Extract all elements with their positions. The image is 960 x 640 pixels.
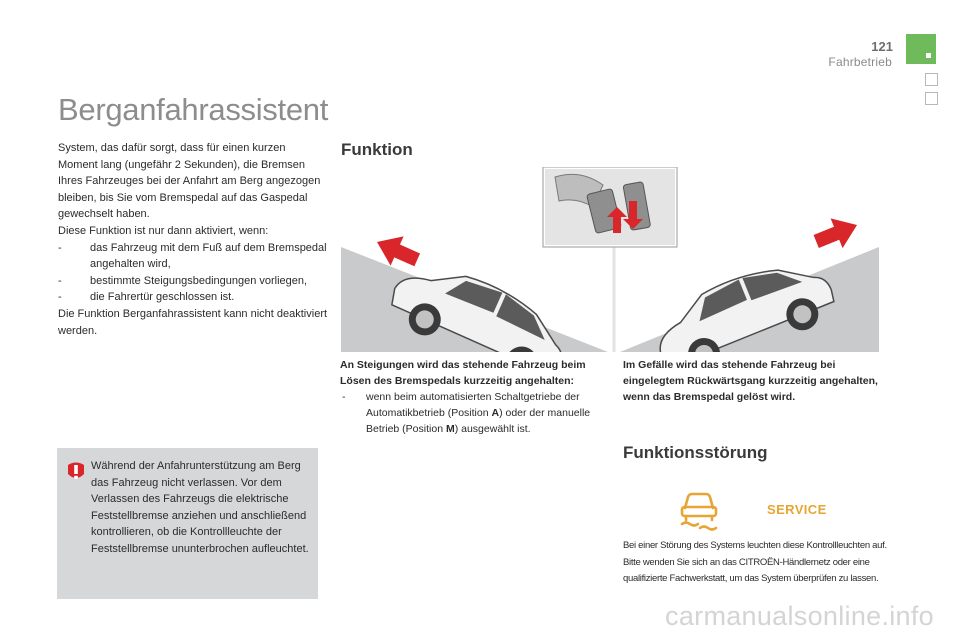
list-dash: -: [342, 391, 346, 403]
caption-item-mid: ) oder der manuelle Betrieb (Position: [366, 407, 591, 435]
uphill-caption-lead: An Steigungen wird das stehende Fahrzeug beim Lösen des Bremspedals kurzzeitig angehalten:: [340, 359, 586, 387]
chapter-tab-marker-icon: [926, 53, 931, 58]
list-item: [58, 273, 328, 290]
intro-text: [58, 140, 328, 339]
pedal-inset: [543, 167, 677, 247]
list-item-text: bestimmte Steigungsbedingungen vorliegen,: [90, 274, 308, 287]
caption-item-pre: wenn beim automatisierten Schaltgetriebe der Automatikbetrieb (Position: [366, 391, 580, 419]
position-m: M: [445, 423, 455, 435]
intro-condition-lead: Diese Funktion ist nur dann aktiviert, wenn:: [58, 224, 269, 237]
caption-item-post: ) ausgewählt ist.: [454, 423, 531, 435]
page-number: 121: [871, 39, 893, 54]
uphill-caption: [340, 357, 610, 437]
page-title: Berganfahrassistent: [58, 92, 329, 127]
section-label: Fahrbetrieb: [828, 55, 892, 69]
downhill-caption: Im Gefälle wird das stehende Fahrzeug bei eingelegtem Rückwärtsgang kurzzeitig angehalten, wenn das Bremspedal gelöst wird.: [623, 359, 878, 403]
forward-arrow-icon: [810, 210, 863, 256]
list-item: [340, 389, 610, 437]
stoerung-heading: Funktionsstörung: [623, 443, 768, 462]
position-a: A: [491, 407, 500, 419]
service-warning-label: SERVICE: [767, 502, 827, 517]
chapter-tab[interactable]: [906, 34, 936, 64]
chapter-box-icon[interactable]: [925, 73, 938, 86]
esp-warning-lamp-icon: [682, 494, 716, 530]
watermark: carmanualsonline.info: [665, 601, 934, 631]
warning-note-text: Während der Anfahrunterstützung am Berg das Fahrzeug nicht verlassen. Vor dem Verlassen des Fahrzeugs die elektrische Feststellbremse anziehen und anschließend kontrollieren, ob die Kontrollleuchte der Feststellbremse ununterbrochen aufleuchtet.: [91, 460, 309, 555]
list-item-text: das Fahrzeug mit dem Fuß auf dem Bremspedal angehalten wird,: [90, 241, 327, 271]
list-dash: -: [58, 291, 62, 304]
exclamation-warning-icon: [65, 461, 87, 483]
list-item-text: die Fahrertür geschlossen ist.: [90, 291, 235, 304]
intro-note: Die Funktion Berganfahrassistent kann nicht deaktiviert werden.: [58, 307, 328, 337]
list-dash: -: [58, 241, 62, 254]
funktion-heading: Funktion: [341, 140, 413, 159]
list-item: [58, 289, 328, 306]
list-item: [58, 240, 328, 273]
stoerung-text: Bei einer Störung des Systems leuchten diese Kontrollleuchten auf. Bitte wenden Sie sich an das CITROËN-Händlernetz oder eine qualifizierte Fachwerkstatt, um das System überprüfen zu lassen.: [623, 540, 887, 585]
list-dash: -: [58, 274, 62, 287]
intro-paragraph: System, das dafür sorgt, dass für einen kurzen Moment lang (ungefähr 2 Sekunden), die Bremsen Ihres Fahrzeuges bei der Anfahrt am Berg angezogen bleiben, bis Sie vom Bremspedal auf das Gaspedal gewechselt haben.: [58, 142, 321, 221]
chapter-box-icon[interactable]: [925, 92, 938, 105]
hill-assist-illustration: [341, 167, 879, 352]
warning-note: [57, 448, 318, 599]
